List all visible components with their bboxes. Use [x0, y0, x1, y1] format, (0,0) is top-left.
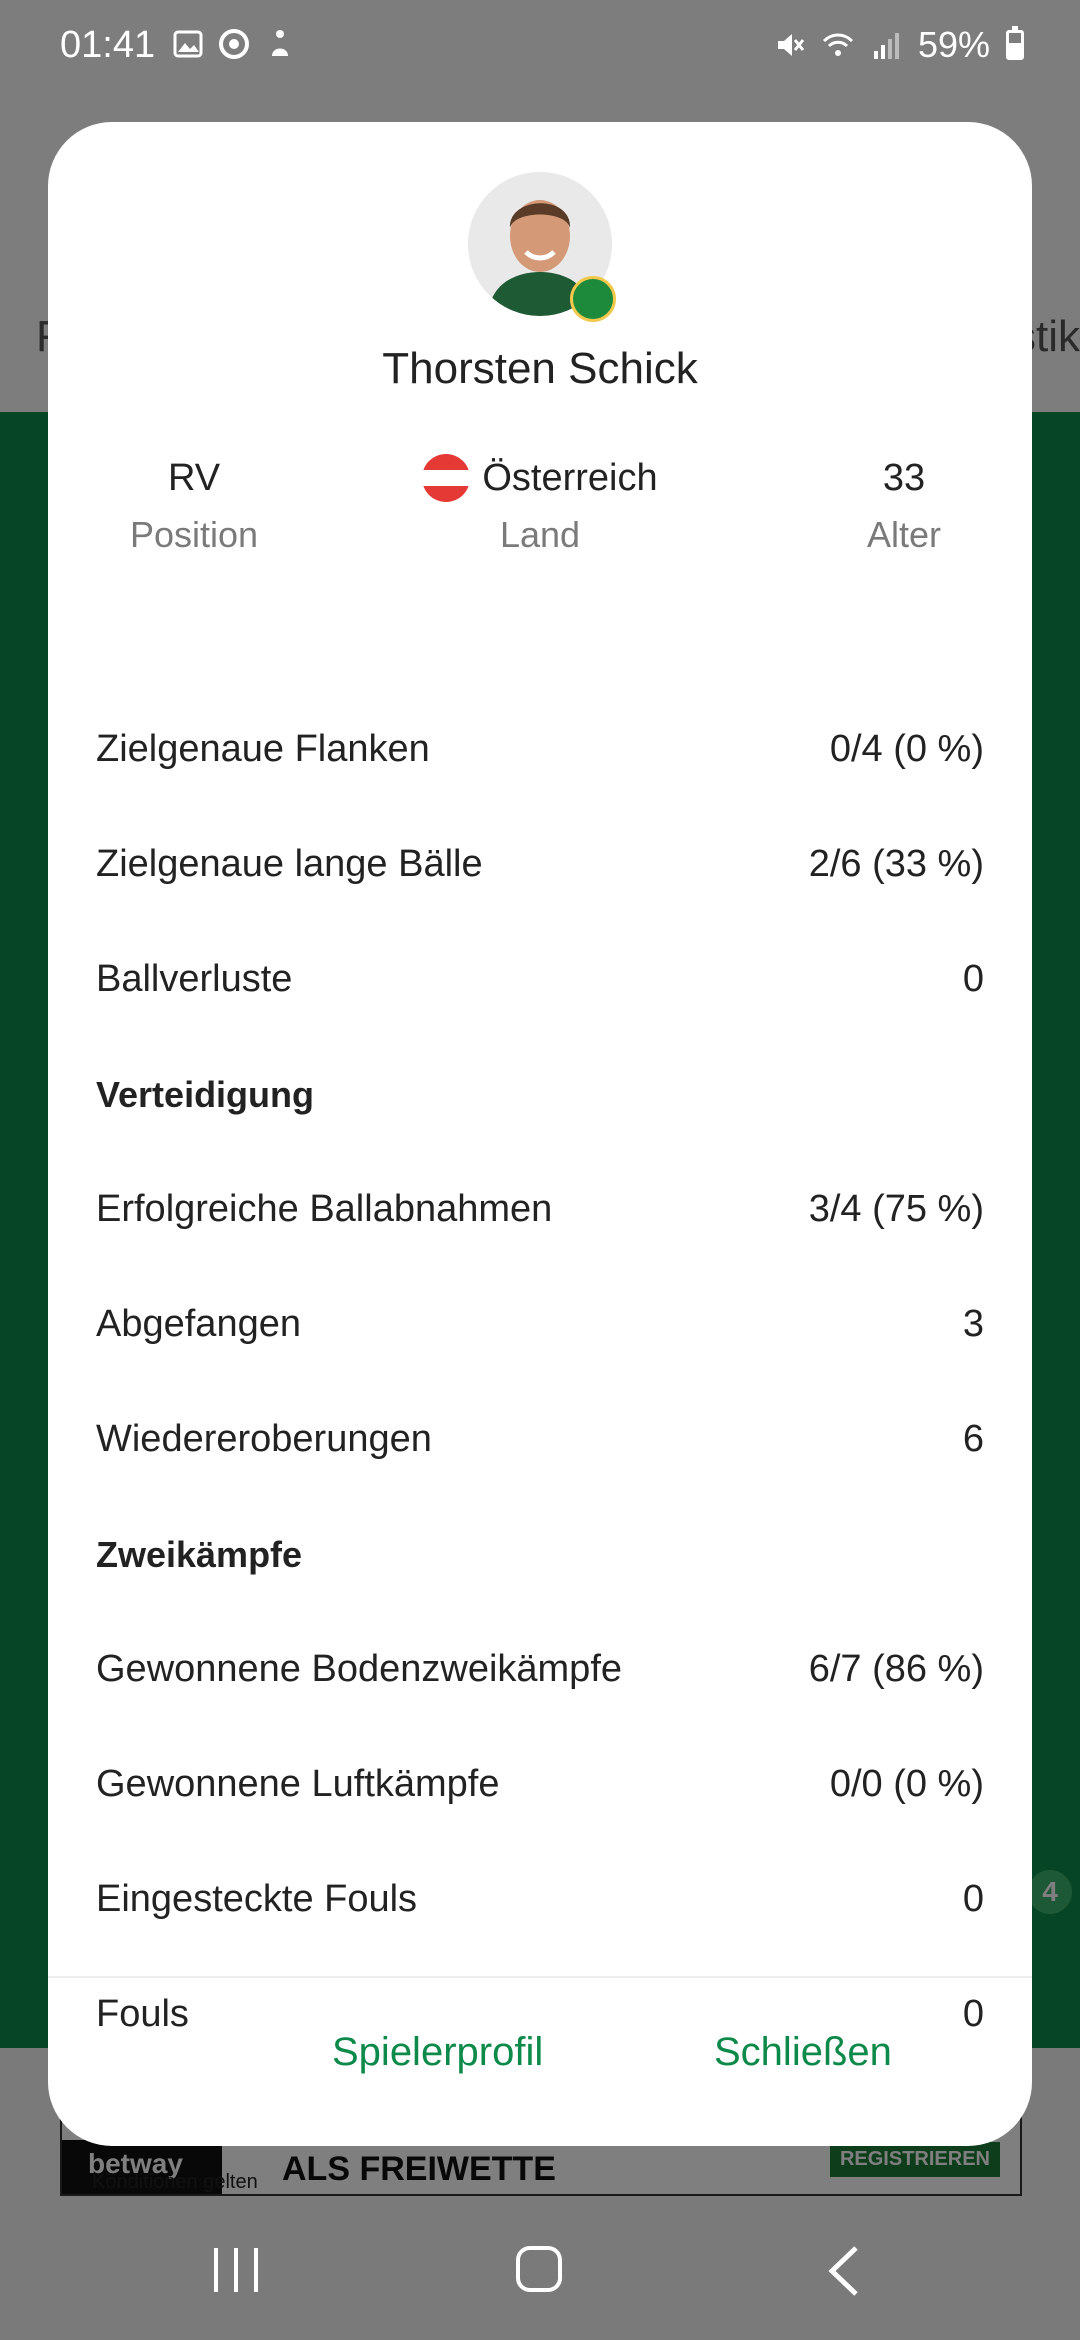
stat-label: Gewonnene Luftkämpfe — [96, 1763, 500, 1805]
stat-value: 0/4 (0 %) — [829, 728, 984, 770]
notification-icons — [172, 28, 296, 60]
stats-section-heading — [96, 1037, 984, 1152]
image-icon — [172, 28, 204, 60]
stats-section-heading — [96, 1497, 984, 1612]
stat-value: 0 — [962, 1993, 984, 2035]
info-age — [824, 452, 984, 556]
stat-label: Ballverluste — [96, 958, 293, 1000]
stat-value: 0/0 (0 %) — [829, 1763, 984, 1805]
player-info-row — [48, 452, 1032, 592]
stat-label: Erfolgreiche Ballabnahmen — [96, 1188, 553, 1230]
accessibility-icon — [264, 28, 296, 60]
stat-label: Abgefangen — [96, 1303, 301, 1345]
info-country — [388, 452, 692, 556]
stat-label: Wiedereroberungen — [96, 1418, 432, 1460]
section-title: Verteidigung — [96, 1073, 315, 1115]
stat-value: 2/6 (33 %) — [808, 843, 984, 885]
home-icon[interactable] — [516, 2246, 562, 2292]
stats-list — [96, 692, 984, 2072]
age-label: Alter — [866, 514, 942, 555]
battery-fill — [1009, 43, 1021, 57]
player-profile-button[interactable]: Spielerprofil — [332, 1992, 543, 2112]
battery-percentage: 59% — [917, 24, 990, 65]
mute-icon — [774, 29, 806, 61]
status-bar — [0, 0, 1080, 96]
stat-value: 0 — [962, 1878, 984, 1920]
stat-value: 0 — [962, 958, 984, 1000]
navigation-bar — [0, 2196, 1080, 2340]
status-right — [774, 24, 1024, 66]
age-value: 33 — [882, 456, 926, 499]
position-value: RV — [167, 456, 221, 499]
country-value-wrap — [388, 452, 692, 504]
stat-label: Eingesteckte Fouls — [96, 1878, 418, 1920]
stat-label: Gewonnene Bodenzweikämpfe — [96, 1648, 623, 1690]
stat-row — [96, 1842, 984, 1957]
country-label: Land — [499, 514, 581, 555]
back-icon[interactable] — [826, 2244, 860, 2298]
battery-icon — [1006, 30, 1024, 60]
stat-row — [96, 1382, 984, 1497]
stat-value: 3 — [962, 1303, 984, 1345]
recents-icon[interactable] — [214, 2248, 262, 2292]
stat-row — [96, 1152, 984, 1267]
position-label: Position — [129, 514, 259, 555]
stat-label: Zielgenaue lange Bälle — [96, 843, 483, 885]
chrome-icon — [218, 28, 250, 60]
player-avatar-wrapper — [468, 172, 612, 316]
section-title: Zweikämpfe — [96, 1533, 303, 1575]
stat-row — [96, 1267, 984, 1382]
stat-value: 6/7 (86 %) — [808, 1648, 984, 1690]
stat-value: 6 — [962, 1418, 984, 1460]
wifi-icon — [822, 29, 854, 61]
stat-row — [96, 1727, 984, 1842]
stat-row — [96, 1612, 984, 1727]
country-value: Österreich — [482, 456, 658, 499]
close-button[interactable]: Schließen — [714, 1992, 892, 2112]
player-stats-dialog — [48, 122, 1032, 2146]
stat-label: Zielgenaue Flanken — [96, 728, 430, 770]
player-name: Thorsten Schick — [382, 344, 698, 393]
stat-value: 3/4 (75 %) — [808, 1188, 984, 1230]
status-time: 01:41 — [60, 24, 156, 66]
stat-row — [96, 807, 984, 922]
stat-row — [96, 922, 984, 1037]
info-position — [96, 452, 292, 556]
signal-icon — [870, 29, 902, 61]
austria-flag-icon — [422, 454, 470, 502]
club-badge-icon — [570, 276, 616, 322]
stat-label: Fouls — [96, 1993, 189, 2035]
actions-divider — [48, 1976, 1032, 1978]
stat-row — [96, 692, 984, 807]
